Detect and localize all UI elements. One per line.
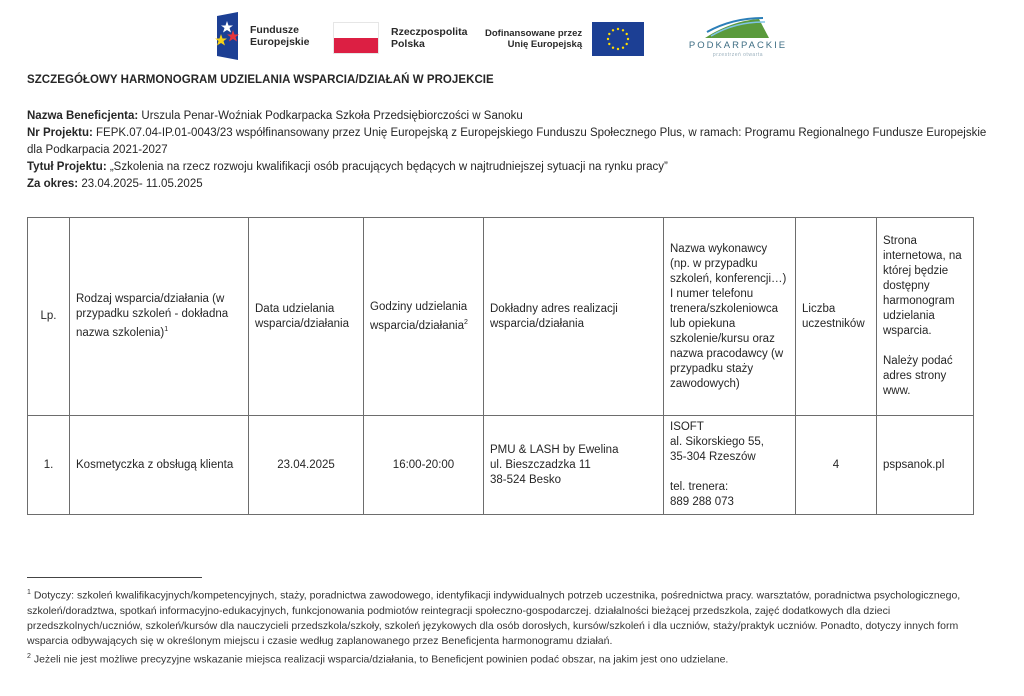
footnote-divider bbox=[27, 577, 202, 578]
rp-line1: Rzeczpospolita bbox=[391, 26, 468, 38]
table-header-row bbox=[28, 218, 974, 416]
cell-lp: 1. bbox=[28, 416, 70, 515]
eu-cofinancing-logo bbox=[485, 22, 644, 56]
beneficiary-value: Urszula Penar-Woźniak Podkarpacka Szkoła Przedsiębiorczości w Sanoku bbox=[138, 110, 523, 122]
footnotes bbox=[27, 585, 997, 667]
table-row bbox=[28, 416, 974, 515]
header-hours: Godziny udzielania wsparcia/działania$^2$ bbox=[364, 218, 484, 416]
footnote-2: $^2$ Jeżeli nie jest możliwe precyzyjne wskazanie miejsca realizacji wsparcia/działania, to Beneficjent powinien podać obszar, na jakim jest ono udzielane. bbox=[27, 652, 729, 665]
cell-website: pspsanok.pl bbox=[877, 416, 974, 515]
cell-participants: 4 bbox=[796, 416, 877, 515]
beneficiary-label: Nazwa Beneficjenta: bbox=[27, 110, 139, 122]
document-title: SZCZEGÓŁOWY HARMONOGRAM UDZIELANIA WSPARCIA/DZIAŁAŃ W PROJEKCIE bbox=[27, 74, 494, 86]
polish-flag-icon bbox=[333, 22, 379, 54]
project-number-value: FEPK.07.04-IP.01-0043/23 współfinansowany przez Unię Europejską z Europejskiego Funduszu Społecznego Plus, w ramach: Programu Regionalnego Fundusze Europejskie dla Podkarpacia 2021-2027 bbox=[27, 127, 987, 156]
cell-date: 23.04.2025 bbox=[249, 416, 364, 515]
fundusze-europejskie-icon bbox=[213, 12, 240, 60]
footnote-ref-2: 2 bbox=[463, 318, 468, 326]
header-website: Strona internetowa, na której będzie dostępny harmonogram udzielania wsparcia. Należy podać adres strony www. bbox=[877, 218, 974, 416]
cell-hours: 16:00-20:00 bbox=[364, 416, 484, 515]
period-value: 23.04.2025- 11.05.2025 bbox=[78, 178, 203, 190]
ue-line1: Dofinansowane przez bbox=[485, 27, 583, 39]
ue-line2: Unię Europejską bbox=[507, 39, 583, 50]
header-address: Dokładny adres realizacji wsparcia/działania bbox=[484, 218, 664, 416]
project-metadata bbox=[27, 108, 997, 193]
period-label: Za okres: bbox=[27, 178, 79, 190]
header-date: Data udzielania wsparcia/działania bbox=[249, 218, 364, 416]
period-line bbox=[27, 176, 997, 193]
header-type: Rodzaj wsparcia/działania (w przypadku szkoleń - dokładna nazwa szkolenia)$^1$ bbox=[70, 218, 249, 416]
podkarpackie-name: PODKARPACKIE bbox=[688, 40, 788, 51]
fundusze-europejskie-logo bbox=[213, 12, 310, 60]
project-number-line bbox=[27, 125, 997, 159]
schedule-table bbox=[27, 217, 974, 515]
cell-type: Kosmetyczka z obsługą klienta bbox=[70, 416, 249, 515]
fundusze-line1: Fundusze bbox=[250, 24, 299, 36]
project-title-value: „Szkolenia na rzecz rozwoju kwalifikacji osób pracujących będących w najtrudniejszej sytuacji na rynku pracy” bbox=[106, 161, 668, 173]
cell-contractor: ISOFT al. Sikorskiego 55, 35-304 Rzeszów tel. trenera: 889 288 073 bbox=[664, 416, 796, 515]
cell-address: PMU & LASH by Ewelina ul. Bieszczadzka 11 38-524 Besko bbox=[484, 416, 664, 515]
fundusze-line2: Europejskie bbox=[250, 36, 310, 48]
footnote-1: $^1$ Dotyczy: szkoleń kwalifikacyjnych/kompetencyjnych, staży, poradnictwa zawodowego, identyfikacji indywidualnych potrzeb uczestnika, pośrednictwa pracy. warsztatów, poradnictwa psychologicznego, szkoleń/doradztwa, spotkań informacyjno-edukacyjnych, funkcjonowania podmiotów reintegracji społeczno-gospodarczej. działalności bieżącej przedszkola, zajęć dodatkowych dla dzieci przedszkolnych/uczniów, szkoleń/kursów dla nauczycieli przedszkola/szkoły, szkoleń językowych dla osób dorosłych, kursów/szkoleń i dla uczniów, staży/praktyk uczniów. Ponadto, dotyczy innych form wsparcia odbywających się w określonym miejscu i czasie według zaplanowanego przez Beneficjenta harmonogramu działań. bbox=[27, 589, 961, 647]
logo-bar bbox=[0, 12, 1024, 64]
header-contractor: Nazwa wykonawcy (np. w przypadku szkoleń, konferencji…) I numer telefonu trenera/szkoleniowca lub opiekuna szkolenie/kursu oraz nazwa pracodawcy (w przypadku staży zawodowych) bbox=[664, 218, 796, 416]
beneficiary-line bbox=[27, 108, 997, 125]
podkarpackie-tagline: przestrzeń otwarta bbox=[712, 52, 764, 58]
rp-line2: Polska bbox=[391, 38, 425, 50]
project-title-label: Tytuł Projektu: bbox=[27, 161, 107, 173]
footnote-ref-1: 1 bbox=[164, 326, 169, 334]
rzeczpospolita-polska-logo bbox=[333, 22, 467, 54]
project-title-line bbox=[27, 159, 997, 176]
eu-flag-icon bbox=[592, 22, 644, 56]
project-number-label: Nr Projektu: bbox=[27, 127, 93, 139]
podkarpackie-logo bbox=[688, 16, 788, 58]
header-lp: Lp. bbox=[28, 218, 70, 416]
podkarpackie-hills-icon bbox=[703, 16, 773, 38]
header-participants: Liczba uczestników bbox=[796, 218, 877, 416]
